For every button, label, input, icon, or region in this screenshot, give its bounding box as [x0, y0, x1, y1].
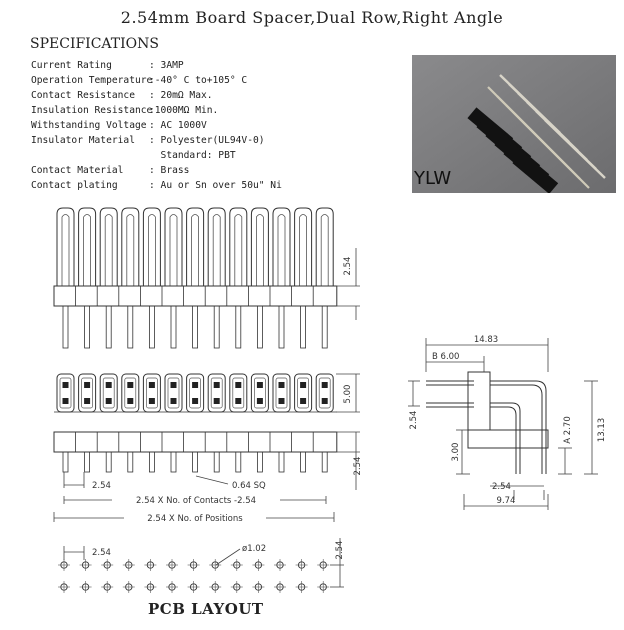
- photo-label: YLW: [414, 168, 452, 189]
- front-view: [54, 374, 337, 472]
- pcb-hole: [298, 584, 304, 590]
- spec-value: : 20mΩ Max.: [149, 90, 213, 101]
- dimension-lines: [54, 248, 598, 587]
- top-view-pin: [301, 306, 306, 348]
- top-view-contact: [230, 208, 247, 286]
- top-view-contact-slot: [170, 215, 177, 287]
- pcb-layout-title: PCB LAYOUT: [148, 600, 264, 618]
- front-contact-inner: [60, 378, 71, 408]
- spec-key: Insulator Material: [31, 135, 135, 146]
- top-view-contact: [143, 208, 160, 286]
- top-view-contact-slot: [105, 215, 112, 287]
- front-contact-housing: [230, 374, 247, 412]
- dim-pin-sq: 0.64 SQ: [232, 481, 266, 491]
- side-dim-300: 3.00: [451, 442, 461, 462]
- front-contact-hole: [257, 398, 263, 404]
- front-contact-hole: [322, 398, 328, 404]
- front-contact-housing: [208, 374, 225, 412]
- spec-row: [31, 60, 184, 71]
- front-contact-housing: [251, 374, 268, 412]
- side-view: [426, 372, 548, 474]
- pcb-hole: [169, 584, 175, 590]
- spec-key: Contact Material: [31, 165, 124, 176]
- front-contact-hole: [171, 382, 177, 388]
- pcb-hole: [277, 562, 283, 568]
- front-contact-hole: [149, 398, 155, 404]
- top-view: [54, 208, 337, 348]
- front-contact-housing: [316, 374, 333, 412]
- front-contact-housing: [295, 374, 312, 412]
- dim-contacts: 2.54 X No. of Contacts -2.54: [135, 496, 257, 506]
- pcb-hole: [82, 562, 88, 568]
- front-contact-hole: [235, 398, 241, 404]
- front-contact-hole: [171, 398, 177, 404]
- front-contact-inner: [146, 378, 157, 408]
- front-contact-inner: [211, 378, 222, 408]
- front-contact-hole: [214, 398, 220, 404]
- front-contact-hole: [84, 398, 90, 404]
- spec-value: : Polyester(UL94V-0): [149, 135, 265, 146]
- side-dim-a: A 2.70: [563, 416, 573, 444]
- top-view-pin: [279, 306, 284, 348]
- dim-positions: 2.54 X No. of Positions: [147, 514, 243, 524]
- front-contact-hole: [322, 382, 328, 388]
- front-contact-hole: [63, 382, 69, 388]
- pcb-hole: [255, 584, 261, 590]
- top-view-contact-slot: [235, 215, 242, 287]
- dim-500: 5.00: [343, 384, 353, 404]
- pcb-hole: [61, 584, 67, 590]
- pcb-dim-pitch: 2.54: [92, 548, 111, 558]
- top-view-pin: [257, 306, 262, 348]
- front-contact-inner: [319, 378, 330, 408]
- page-title: 2.54mm Board Spacer,Dual Row,Right Angle: [120, 8, 504, 27]
- top-view-contact: [251, 208, 268, 286]
- front-contact-housing: [122, 374, 139, 412]
- top-view-contact: [100, 208, 117, 286]
- front-contact-inner: [298, 378, 309, 408]
- spec-row: [31, 90, 213, 101]
- front-contact-hole: [84, 382, 90, 388]
- side-dim-1313: 13.13: [597, 417, 607, 443]
- front-contact-housing: [143, 374, 160, 412]
- top-view-contact: [295, 208, 312, 286]
- top-view-contact: [208, 208, 225, 286]
- top-view-contact-slot: [148, 215, 155, 287]
- top-view-contact-slot: [127, 215, 134, 287]
- side-dim-974: 9.74: [496, 496, 516, 506]
- top-view-pin: [128, 306, 133, 348]
- spec-value: Standard: PBT: [149, 150, 236, 161]
- front-contact-hole: [279, 382, 285, 388]
- pcb-hole: [61, 562, 67, 568]
- side-dim-1483: 14.83: [473, 335, 499, 345]
- spec-row: [31, 180, 282, 191]
- front-contact-housing: [165, 374, 182, 412]
- spec-key: Insulation Resistance: [31, 105, 153, 116]
- pcb-hole: [234, 562, 240, 568]
- top-view-contact: [273, 208, 290, 286]
- top-view-contact: [165, 208, 182, 286]
- front-view-pin: [279, 452, 284, 472]
- top-view-contact-slot: [213, 215, 220, 287]
- top-view-contact-slot: [278, 215, 285, 287]
- front-contact-inner: [125, 378, 136, 408]
- top-view-pin: [214, 306, 219, 348]
- front-contact-hole: [279, 398, 285, 404]
- front-contact-housing: [187, 374, 204, 412]
- pcb-hole: [147, 584, 153, 590]
- side-dim-254-left: 2.54: [409, 410, 419, 430]
- front-contact-housing: [273, 374, 290, 412]
- pcb-hole: [190, 584, 196, 590]
- top-view-contact: [316, 208, 333, 286]
- spec-row: [31, 105, 218, 116]
- front-contact-hole: [214, 382, 220, 388]
- pcb-hole: [104, 562, 110, 568]
- dim-top-pitch: 2.54: [343, 256, 353, 276]
- spec-row: [31, 135, 265, 146]
- front-view-pin: [149, 452, 154, 472]
- spec-row: [31, 150, 236, 161]
- pcb-hole: [212, 562, 218, 568]
- side-dim-b: B 6.00: [432, 352, 460, 362]
- top-view-pin: [149, 306, 154, 348]
- pcb-hole: [277, 584, 283, 590]
- top-view-pin: [236, 306, 241, 348]
- pcb-hole: [82, 584, 88, 590]
- pcb-hole: [126, 562, 132, 568]
- front-contact-inner: [190, 378, 201, 408]
- front-view-pin: [85, 452, 90, 472]
- front-contact-hole: [257, 382, 263, 388]
- front-contact-hole: [127, 398, 133, 404]
- front-contact-hole: [63, 398, 69, 404]
- top-view-pin: [193, 306, 198, 348]
- pcb-hole: [147, 562, 153, 568]
- front-contact-hole: [149, 382, 155, 388]
- spec-row: [31, 120, 207, 131]
- pcb-dim-hole: ø1.02: [242, 544, 267, 554]
- front-contact-hole: [300, 382, 306, 388]
- front-contact-inner: [103, 378, 114, 408]
- front-contact-inner: [276, 378, 287, 408]
- pcb-hole: [104, 584, 110, 590]
- spec-row: [31, 165, 189, 176]
- pcb-hole: [320, 584, 326, 590]
- front-contact-housing: [100, 374, 117, 412]
- pcb-hole: [298, 562, 304, 568]
- front-view-pin: [171, 452, 176, 472]
- pcb-dim-row: 2.54: [335, 540, 345, 560]
- front-view-pin: [257, 452, 262, 472]
- front-contact-housing: [57, 374, 74, 412]
- front-contact-housing: [79, 374, 96, 412]
- front-contact-inner: [168, 378, 179, 408]
- pcb-hole: [169, 562, 175, 568]
- spec-key: Contact plating: [31, 180, 118, 191]
- spec-row: [31, 75, 247, 86]
- pcb-hole: [212, 584, 218, 590]
- front-contact-hole: [192, 382, 198, 388]
- front-contact-inner: [82, 378, 93, 408]
- specifications-heading: SPECIFICATIONS: [30, 36, 159, 52]
- front-view-pin: [322, 452, 327, 472]
- front-view-pin: [128, 452, 133, 472]
- front-contact-hole: [300, 398, 306, 404]
- top-view-contact: [79, 208, 96, 286]
- front-view-pin: [236, 452, 241, 472]
- spec-value: :-40° C to+105° C: [149, 75, 248, 86]
- dimension-labels: [92, 257, 607, 560]
- pcb-hole: [190, 562, 196, 568]
- spec-key: Current Rating: [31, 60, 112, 71]
- front-contact-inner: [254, 378, 265, 408]
- top-view-pin: [85, 306, 90, 348]
- top-view-contact: [187, 208, 204, 286]
- dim-pitch: 2.54: [92, 481, 111, 491]
- spec-value: :1000MΩ Min.: [149, 105, 219, 116]
- top-view-contact-slot: [256, 215, 263, 287]
- spec-value: : AC 1000V: [149, 120, 207, 131]
- top-view-insulator: [54, 286, 337, 306]
- front-view-pin: [106, 452, 111, 472]
- top-view-contact-slot: [321, 215, 328, 287]
- top-view-contact-slot: [62, 215, 69, 287]
- top-view-pin: [322, 306, 327, 348]
- pcb-layout-holes: [58, 559, 329, 593]
- front-view-pin: [214, 452, 219, 472]
- spec-value: : Brass: [149, 165, 190, 176]
- pcb-hole: [320, 562, 326, 568]
- front-contact-hole: [106, 398, 112, 404]
- spec-key: Withstanding Voltage: [31, 120, 147, 131]
- pcb-hole: [255, 562, 261, 568]
- top-view-contact-slot: [84, 215, 91, 287]
- pcb-hole: [126, 584, 132, 590]
- front-view-pin: [63, 452, 68, 472]
- top-view-contact: [122, 208, 139, 286]
- front-view-pin: [193, 452, 198, 472]
- front-contact-hole: [235, 382, 241, 388]
- front-contact-hole: [106, 382, 112, 388]
- top-view-contact-slot: [300, 215, 307, 287]
- top-view-pin: [106, 306, 111, 348]
- front-contact-inner: [233, 378, 244, 408]
- spec-key: Contact Resistance: [31, 90, 135, 101]
- side-dim-254-bottom: 2.54: [492, 482, 511, 492]
- front-contact-hole: [127, 382, 133, 388]
- front-view-insulator: [54, 432, 337, 452]
- top-view-contact-slot: [192, 215, 199, 287]
- spec-value: : Au or Sn over 50u" Ni: [149, 180, 282, 191]
- dim-side-254: 2.54: [353, 456, 363, 476]
- front-contact-hole: [192, 398, 198, 404]
- pcb-hole: [234, 584, 240, 590]
- spec-key: Operation Temperature: [31, 75, 153, 86]
- front-view-pin: [301, 452, 306, 472]
- top-view-contact: [57, 208, 74, 286]
- spec-value: : 3AMP: [149, 60, 184, 71]
- top-view-pin: [171, 306, 176, 348]
- top-view-pin: [63, 306, 68, 348]
